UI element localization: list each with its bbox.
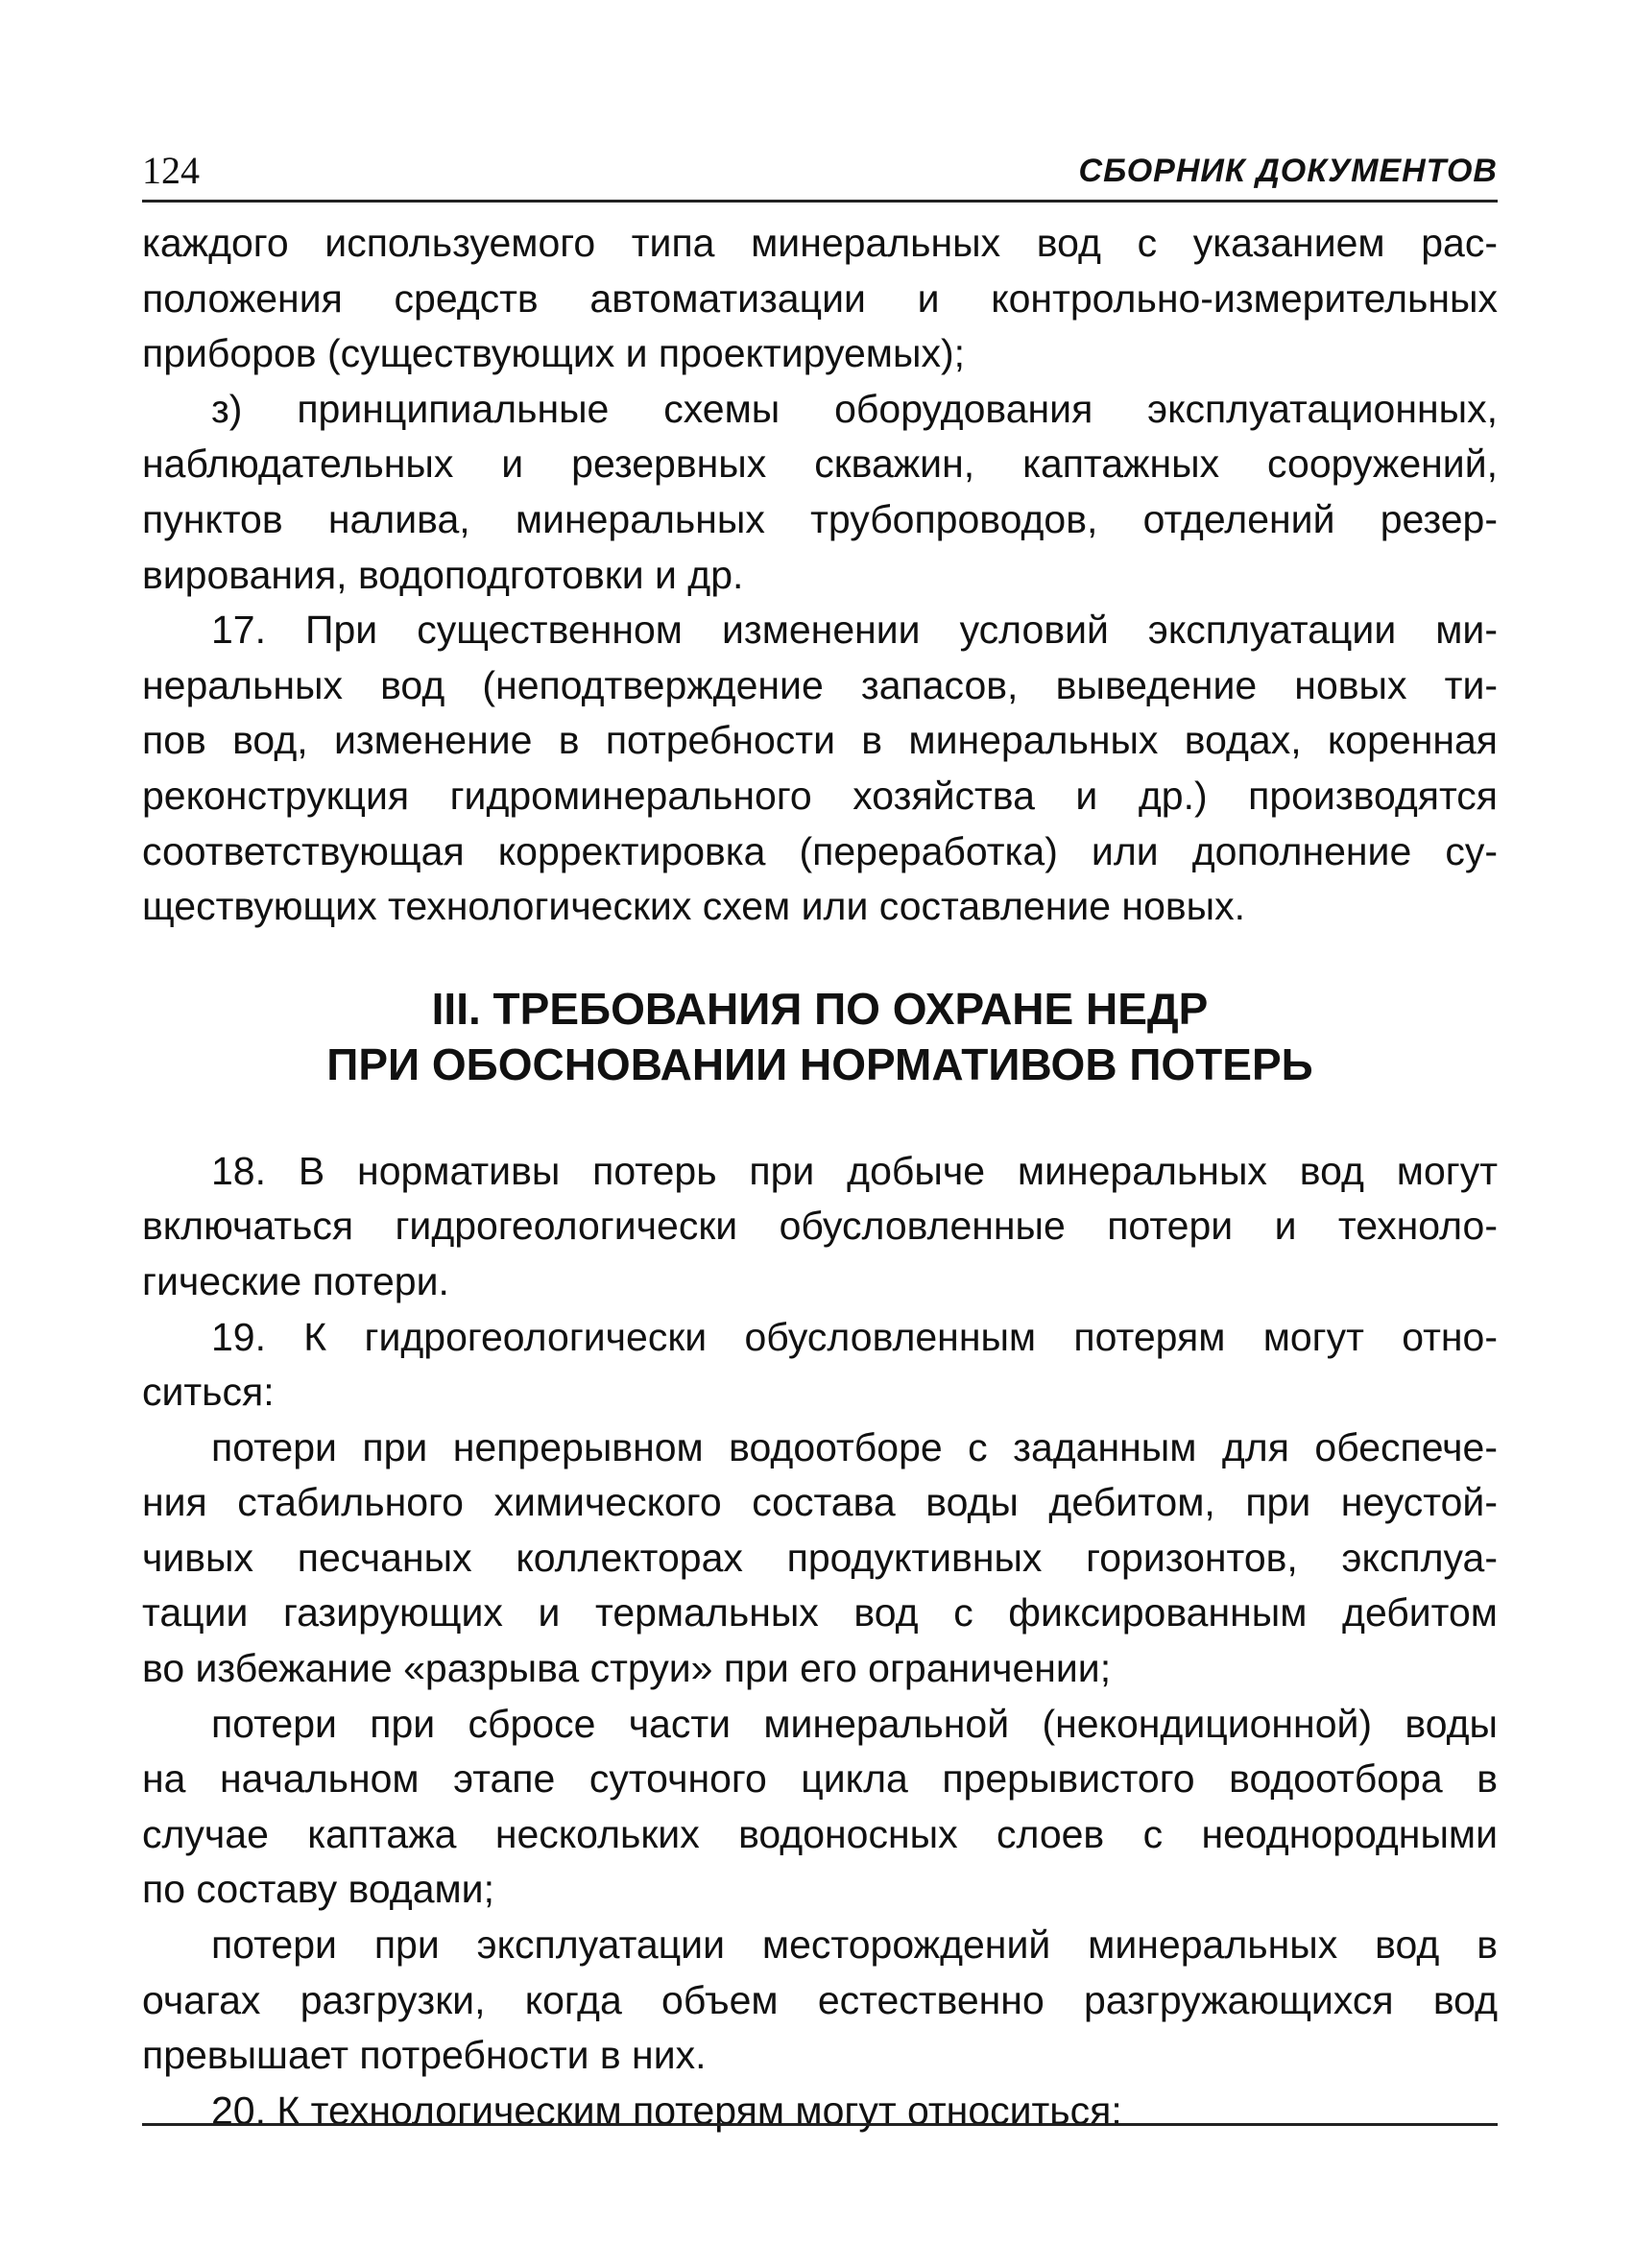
running-header xyxy=(142,142,1498,203)
text-line: 19. К гидрогеологически обусловленным потерям могут отно- xyxy=(211,1314,1498,1359)
paragraph-loss-continuous xyxy=(142,1420,1498,1697)
text-line: неральных вод (неподтверждение запасов, выведение новых ти- xyxy=(142,662,1498,707)
paragraph-18 xyxy=(142,1144,1498,1310)
text-line: 17. При существенном изменении условий эксплуатации ми- xyxy=(211,608,1498,653)
paragraph-loss-unloading xyxy=(142,1918,1498,2084)
text-line: во избежание «разрыва струи» при его ограничении; xyxy=(142,1646,1112,1691)
text-line: ществующих технологических схем или составление новых. xyxy=(142,884,1246,929)
text-line: 18. В нормативы потерь при добыче минеральных вод могут xyxy=(211,1148,1498,1193)
paragraph-20 xyxy=(142,2084,1498,2139)
text-line: каждого используемого типа минеральных вод с указанием рас- xyxy=(142,221,1498,265)
text-line: 20. К технологическим потерям могут относиться: xyxy=(211,2088,1122,2133)
body-text xyxy=(142,216,1498,2138)
paragraph-19 xyxy=(142,1310,1498,1420)
text-line: пунктов налива, минеральных трубопроводов, отделений резер- xyxy=(142,496,1498,541)
text-line: з) принципиальные схемы оборудования эксплуатационных, xyxy=(211,386,1498,431)
paragraph-item-z xyxy=(142,382,1498,603)
text-line: чивых песчаных коллекторах продуктивных горизонтов, эксплуа- xyxy=(142,1535,1498,1580)
paragraph-loss-discharge xyxy=(142,1697,1498,1918)
text-line: приборов (существующих и проектируемых); xyxy=(142,331,965,376)
running-title: СБОРНИК ДОКУМЕНТОВ xyxy=(1078,153,1498,189)
page-number: 124 xyxy=(142,149,200,192)
text-line: вирования, водоподготовки и др. xyxy=(142,552,744,597)
text-line: потери при непрерывном водоотборе с заданным для обеспече- xyxy=(211,1424,1498,1469)
text-line: включаться гидрогеологически обусловленные потери и техноло- xyxy=(142,1204,1498,1249)
text-line: ния стабильного химического состава воды дебитом, при неустой- xyxy=(142,1480,1498,1525)
text-line: потери при сбросе части минеральной (некондиционной) воды xyxy=(211,1701,1498,1746)
text-line: положения средств автоматизации и контрольно-измерительных xyxy=(142,275,1498,321)
paragraph-17 xyxy=(142,603,1498,935)
text-line: потери при эксплуатации месторождений минеральных вод в xyxy=(211,1922,1498,1968)
text-line: пов вод, изменение в потребности в минеральных водах, коренная xyxy=(142,718,1498,763)
heading-line: III. ТРЕБОВАНИЯ ПО ОХРАНЕ НЕДР xyxy=(431,983,1209,1034)
text-line: наблюдательных и резервных скважин, каптажных сооружений, xyxy=(142,442,1498,487)
text-line: очагах разгрузки, когда объем естественно разгружающихся вод xyxy=(142,1977,1498,2022)
section-heading xyxy=(142,981,1498,1092)
text-line: случае каптажа нескольких водоносных слоев с неоднородными xyxy=(142,1811,1498,1856)
text-line: по составу водами; xyxy=(142,1867,494,1912)
text-line: на начальном этапе суточного цикла прерывистого водоотбора в xyxy=(142,1756,1498,1802)
heading-line: ПРИ ОБОСНОВАНИИ НОРМАТИВОВ ПОТЕРЬ xyxy=(326,1039,1313,1089)
paragraph-continuation xyxy=(142,216,1498,382)
text-line: тации газирующих и термальных вод с фиксированным дебитом xyxy=(142,1590,1498,1635)
text-line: реконструкция гидроминерального хозяйства и др.) производятся xyxy=(142,773,1498,818)
text-line: соответствующая корректировка (переработка) или дополнение су- xyxy=(142,828,1498,873)
text-line: ситься: xyxy=(142,1370,275,1415)
text-line: превышает потребности в них. xyxy=(142,2033,707,2078)
footer-rule xyxy=(142,2123,1498,2126)
text-line: гические потери. xyxy=(142,1258,449,1303)
